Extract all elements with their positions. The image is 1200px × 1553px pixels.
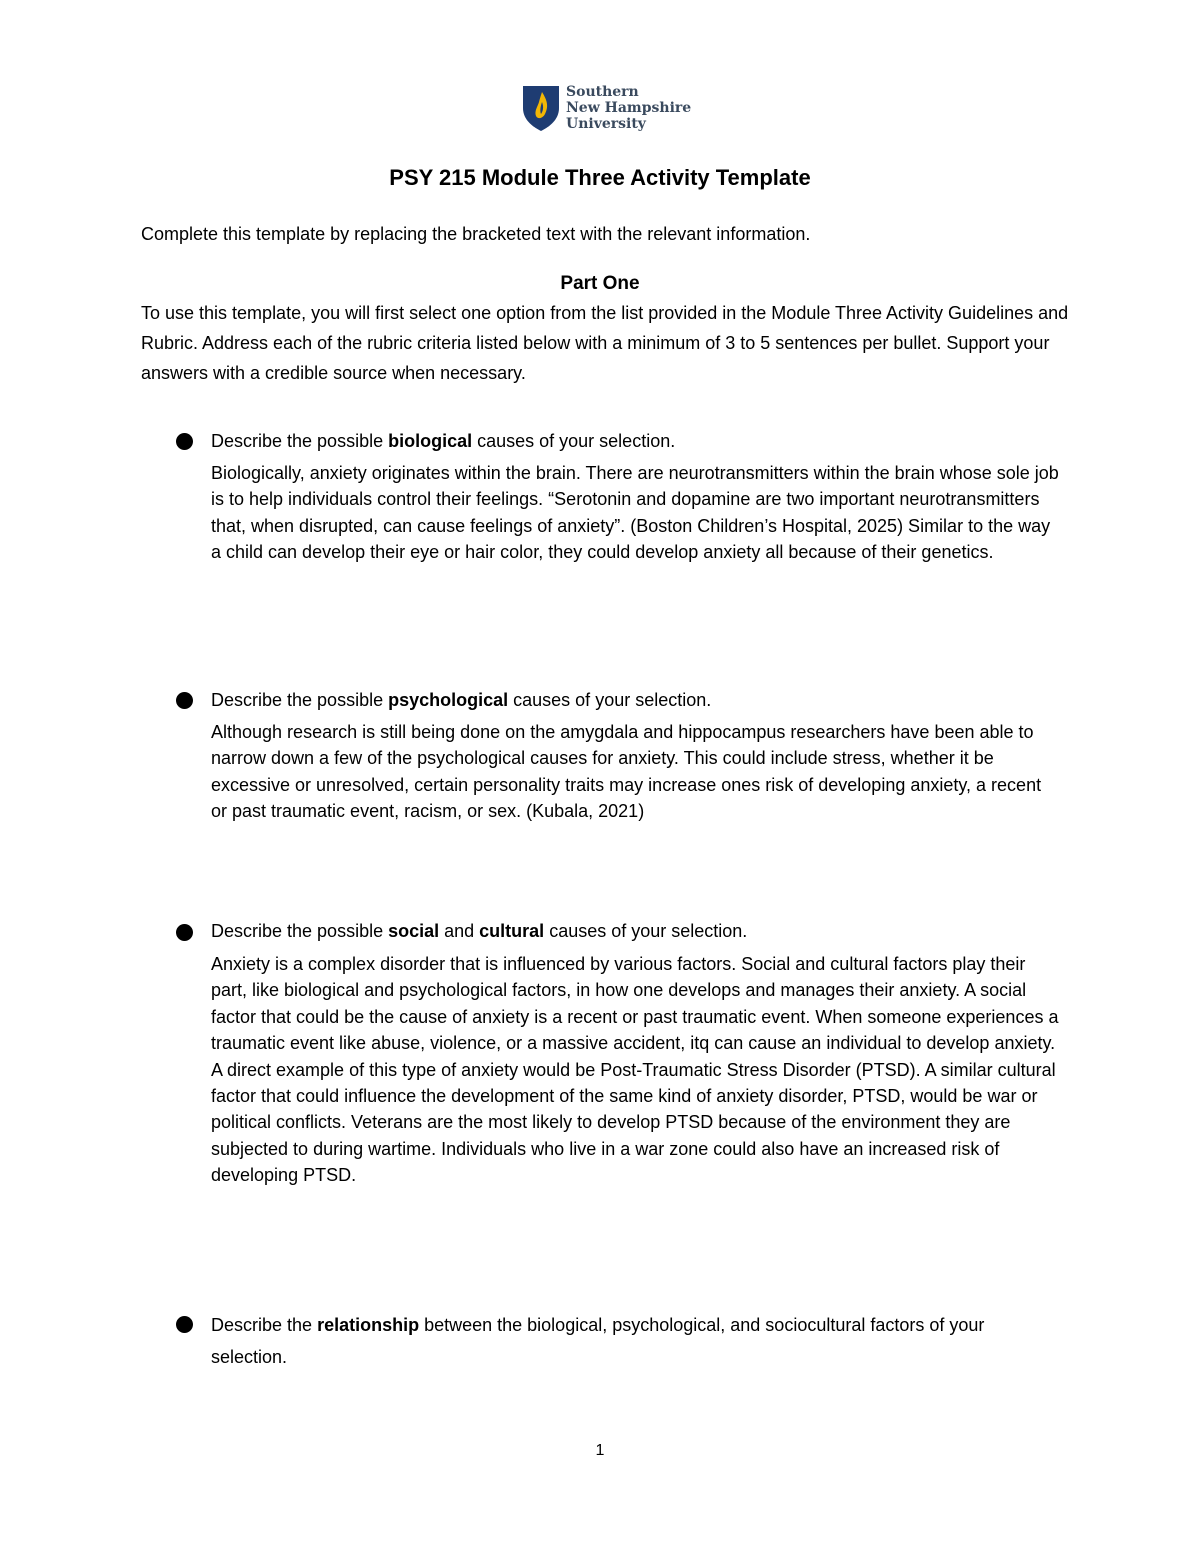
answer-social-cultural: Anxiety is a complex disorder that is influenced by various factors. Social and cultural factors play their part, like biological and psychological factors, in how one develops and manages their anxiety. A social factor that could be the cause of anxiety is a recent or past traumatic event. When someone experiences a traumatic event like abuse, violence, or a massive accident, itq can cause an individual to develop anxiety. A direct example of this type of anxiety would be Post-Traumatic Stress Disorder (PTSD). A similar cultural factor that could influence the development of the same kind of anxiety disorder, PTSD, would be war or political conflicts. Veterans are the most likely to develop PTSD because of the environment they are subjected to during wartime. Individuals who live in a war zone could also have an increased risk of developing PTSD. — [211, 954, 1059, 1186]
page-number: 1 — [595, 1442, 605, 1459]
bullet-prompt-relationship — [211, 1309, 1031, 1373]
part-one-instructions: To use this template, you will first select one option from the list provided in the Module Three Activity Guidelines and Rubric. Address each of the rubric criteria listed below with a minimum of 3 to 5 sentences per bullet. Support your answers with a credible source when necessary. — [141, 303, 1069, 383]
prompt-keyword: cultural — [479, 921, 545, 941]
prompt-text: Describe the possible — [211, 921, 389, 941]
prompt-keyword: psychological — [388, 690, 509, 710]
logo-wordmark — [566, 84, 691, 132]
bullet-dot — [176, 692, 193, 709]
prompt-keyword: social — [388, 921, 440, 941]
prompt-text: and — [439, 921, 480, 941]
answer-biological: Biologically, anxiety originates within the brain. There are neurotransmitters within the brain whose sole job is to help individuals control their feelings. “Serotonin and dopamine are two important neurotransmitters that, when disrupted, can cause feelings of anxiety”. (Boston Children’s Hospital, 2025) Similar to the way a child can develop their eye or hair color, they could develop anxiety all because of their genetics. — [211, 463, 1059, 563]
prompt-keyword: biological — [388, 431, 473, 451]
prompt-text: between the biological, psychological, and sociocultural factors of your selection. — [211, 1315, 985, 1367]
answer-psychological: Although research is still being done on the amygdala and hippocampus researchers have been able to narrow down a few of the psychological causes for anxiety. This could include stress, whether it be excessive or unresolved, certain personality traits may increase ones risk of developing anxiety, a recent or past traumatic event, racism, or sex. (Kubala, 2021) — [211, 722, 1042, 822]
logo-line-2: New Hampshire — [566, 100, 692, 116]
page-title: PSY 215 Module Three Activity Template — [389, 165, 811, 190]
bullet-dot — [176, 433, 193, 450]
bullet-dot — [176, 1316, 193, 1333]
prompt-text: causes of your selection. — [472, 431, 676, 451]
bullet-prompt-psychological — [211, 687, 1071, 713]
logo-line-3: University — [566, 116, 646, 132]
prompt-text: Describe the possible — [211, 690, 389, 710]
bullet-dot — [176, 924, 193, 941]
shield-flame-icon — [521, 84, 561, 132]
prompt-keyword: relationship — [317, 1315, 420, 1335]
bullet-prompt-biological — [211, 428, 1071, 454]
prompt-text: causes of your selection. — [508, 690, 712, 710]
prompt-text: Describe the possible — [211, 431, 389, 451]
bullet-prompt-social-cultural — [211, 918, 1071, 944]
logo-line-1: Southern — [566, 84, 639, 100]
university-logo — [521, 84, 701, 134]
intro-text: Complete this template by replacing the bracketed text with the relevant information. — [141, 224, 811, 244]
prompt-text: causes of your selection. — [544, 921, 748, 941]
prompt-text: Describe the — [211, 1315, 318, 1335]
part-one-heading: Part One — [560, 273, 640, 294]
